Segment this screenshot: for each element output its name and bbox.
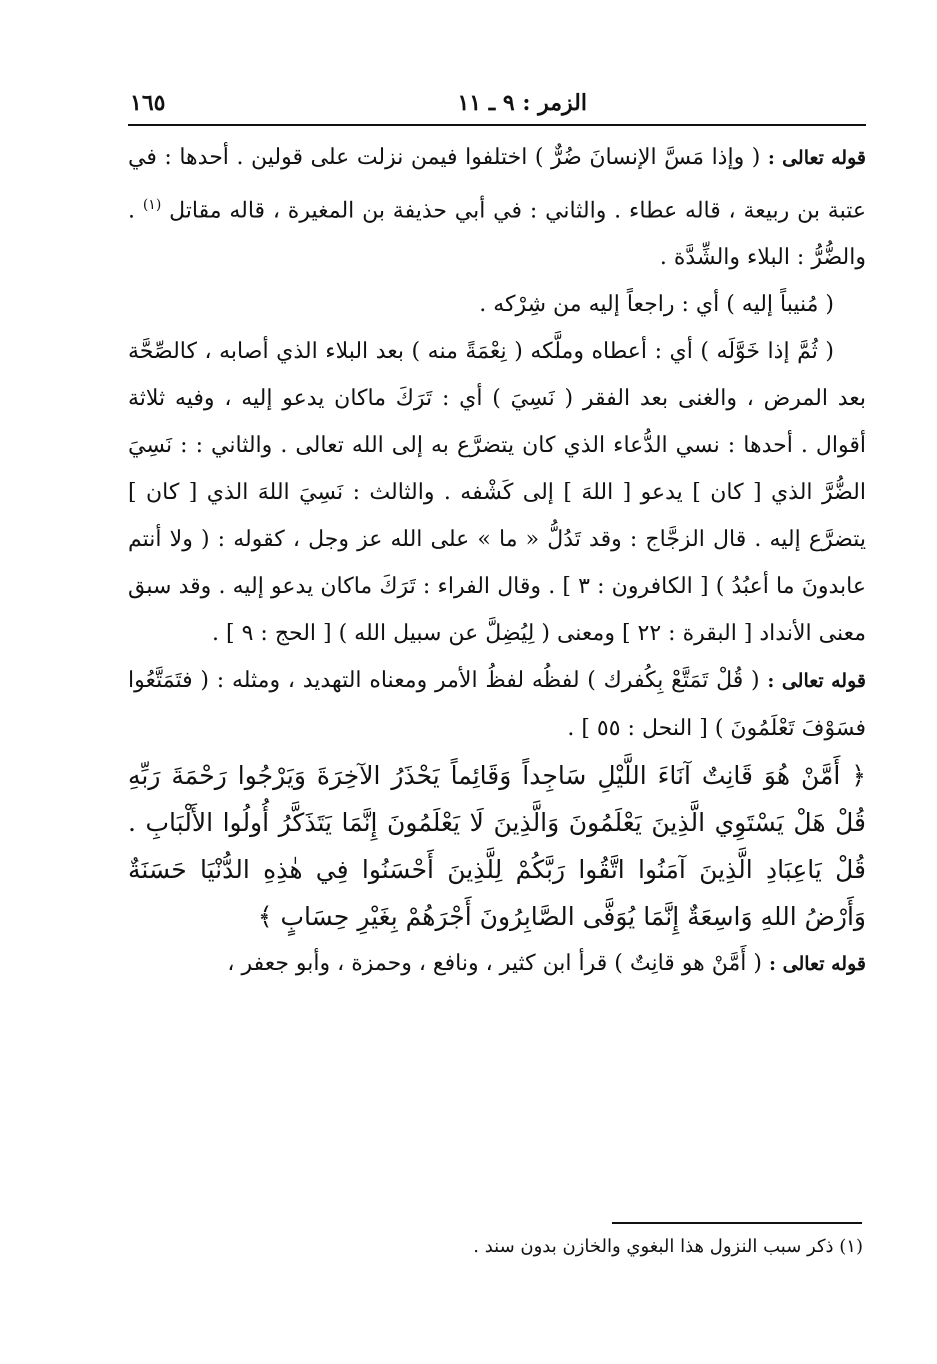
footnote: (١) ذكر سبب النزول هذا البغوي والخازن بدون سند . (473, 1236, 863, 1257)
footnote-marker: (١) (142, 197, 162, 213)
page-number: ١٦٥ (130, 90, 166, 116)
paragraph-5 (128, 940, 866, 988)
paragraph-1 (128, 134, 866, 281)
paragraph-3: ( ثُمَّ إذا خَوَّلَه ) أي : أعطاه وملَّكه ( نِعْمَةً منه ) بعد البلاء الذي أصابه ، كالصِّحَّة بعد المرض ، والغنى بعد الفقر ( نَسِيَ ) أي : تَرَكَ ماكان يدعو إليه ، وفيه ثلاثة أقوال . أحدها : نسي الدُّعاء الذي كان يتضرَّع به إلى الله تعالى . والثاني : : نَسِيَ الضُّرَّ الذي [ كان ] يدعو [ اللهَ ] إلى كَشْفه . والثالث : نَسِيَ اللهَ الذي [ كان ] يتضرَّع إليه . قال الزجَّاج : وقد تَدُلُّ « ما » على الله عز وجل ، كقوله : ( ولا أنتم عابدونَ ما أعبُدُ ) [ الكافرون : ٣ ] . وقال الفراء : تَرَكَ ماكان يدعو إليه . وقد سبق معنى الأنداد [ البقرة : ٢٢ ] ومعنى ( لِيُضِلَّ عن سبيل الله ) [ الحج : ٩ ] . (128, 339, 866, 647)
footnote-rule (612, 1222, 862, 1224)
paragraph-4 (128, 657, 866, 752)
paragraph-1-tail: . والضُّرُّ : البلاء والشِّدَّة . (128, 198, 866, 271)
header-rule (128, 124, 866, 126)
quran-verse: ﴿ أَمَّنْ هُوَ قَانِتٌ آنَاءَ اللَّيْلِ سَاجِداً وَقَائِماً يَحْذَرُ الآخِرَةَ وَيَرْجُوا رَحْمَةَ رَبِّهِ قُلْ هَلْ يَسْتَوِي الَّذِينَ يَعْلَمُونَ وَالَّذِينَ لَا يَعْلَمُونَ إِنَّمَا يَتَذَكَّرُ أُولُوا الأَلْبَابِ . قُلْ يَاعِبَادِ الَّذِينَ آمَنُوا اتَّقُوا رَبَّكُمْ لِلَّذِينَ أَحْسَنُوا فِي هٰذِهِ الدُّنْيَا حَسَنَةٌ وَأَرْضُ اللهِ وَاسِعَةٌ إِنَّمَا يُوَفَّى الصَّابِرُونَ أَجْرَهُمْ بِغَيْرِ حِسَابٍ ﴾ (128, 761, 866, 932)
paragraph-5-text: ( أَمَّنْ هو قانِتٌ ) قرأ ابن كثير ، ونافع ، وحمزة ، وأبو جعفر ، (227, 951, 762, 977)
paragraph-2: ( مُنيباً إليه ) أي : راجعاً إليه من شِرْكه . (479, 292, 834, 318)
paragraph-4-text: ( قُلْ تَمَتَّعْ بِكُفرك ) لفظُه لفظُ الأمر ومعناه التهديد ، ومثله : ( فتَمَتَّعُوا فسَوْفَ تَعْلَمُونَ ) [ النحل : ٥٥ ] . (128, 668, 866, 742)
main-text (128, 134, 866, 988)
paragraph-5-lead: قوله تعالى : (769, 953, 866, 976)
paragraph-1-text: ( وإذا مَسَّ الإنسانَ ضُرٌّ ) اختلفوا فيمن نزلت على قولين . أحدها : في عتبة بن ربيعة ، قاله عطاء . والثاني : في أبي حذيفة بن المغيرة ، قاله مقاتل (128, 145, 866, 224)
paragraph-1-lead: قوله تعالى : (767, 147, 866, 169)
paragraph-4-lead: قوله تعالى : (767, 670, 866, 693)
running-title: الزمر : ٩ ـ ١١ (457, 90, 587, 116)
running-header (130, 86, 807, 120)
